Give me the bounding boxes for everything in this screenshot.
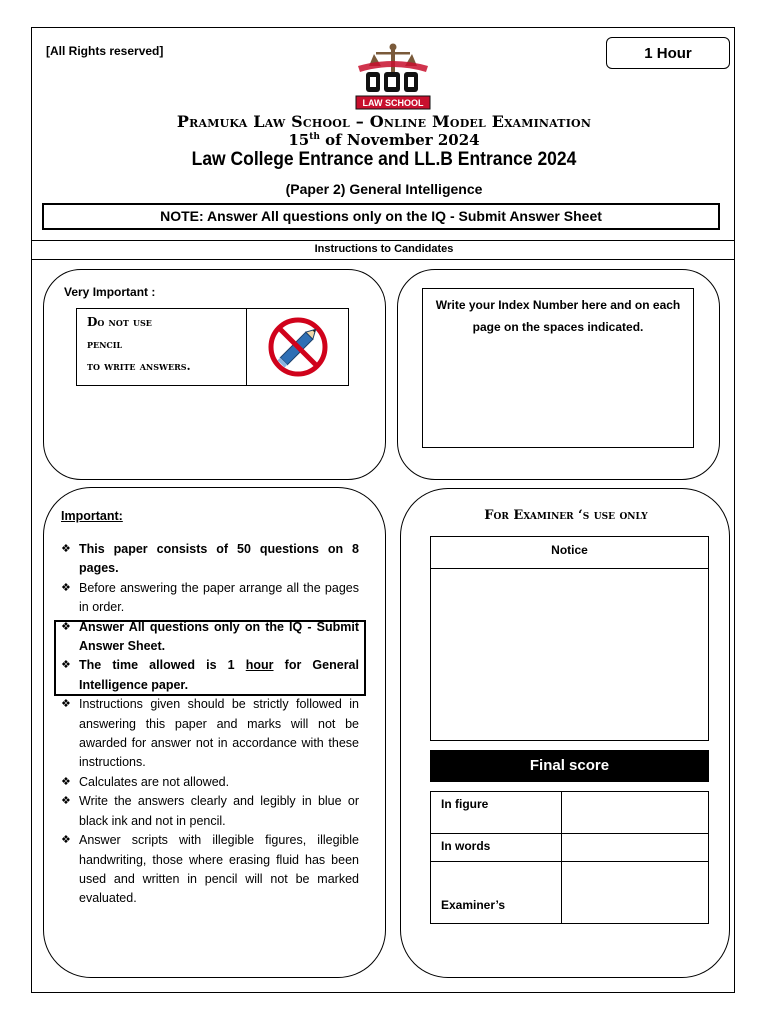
list-item: ❖ This paper consists of 50 questions on 8 pages. xyxy=(61,540,359,579)
important-heading: Important: xyxy=(61,509,123,523)
list-item: ❖ Answer scripts with illegible figures, illegible handwriting, those where erasing fluid has been used and written in pencil will not be marked evaluated. xyxy=(61,831,359,909)
list-item: ❖ Instructions given should be strictly followed in answering this paper and marks will not be awarded for answer not in accordance with these instructions. xyxy=(61,695,359,773)
notice-box xyxy=(430,536,709,741)
list-item: ❖ Answer All questions only on the IQ - Submit Answer Sheet. xyxy=(61,618,359,657)
list-item: ❖ Write the answers clearly and legibly in blue or black ink and not in pencil. xyxy=(61,792,359,831)
list-item: ❖ Before answering the paper arrange all the pages in order. xyxy=(61,579,359,618)
pencil-warning-text: Do not use pencil to write answers. xyxy=(77,309,247,385)
note-box: NOTE: Answer All questions only on the IQ - Submit Answer Sheet xyxy=(42,203,720,230)
instructions-heading: Instructions to Candidates xyxy=(314,243,454,255)
rights-notice: [All Rights reserved] xyxy=(46,44,164,58)
logo-text: LAW SCHOOL xyxy=(362,98,424,108)
instructions-list xyxy=(61,540,359,909)
paper-name: (Paper 2) General Intelligence xyxy=(285,181,483,197)
score-row: In words xyxy=(431,834,708,862)
pencil-warning-table xyxy=(76,308,349,386)
examiner-heading: For Examiner ‘s use only xyxy=(484,508,648,523)
score-row: In figure xyxy=(431,792,708,834)
school-logo xyxy=(352,42,434,110)
final-score-bar: Final score xyxy=(430,750,709,782)
school-exam-line: Pramuka Law School – Online Model Examination xyxy=(176,112,592,131)
score-table xyxy=(430,791,709,924)
notice-header: Notice xyxy=(431,537,708,569)
exam-date: 15th of November 2024 xyxy=(288,131,480,149)
list-item: ❖ The time allowed is 1 hour for General Intelligence paper. xyxy=(61,656,359,695)
list-item: ❖ Calculates are not allowed. xyxy=(61,773,359,792)
index-number-box[interactable]: Write your Index Number here and on each page on the spaces indicated. xyxy=(422,288,694,448)
exam-title: Law College Entrance and LL.B Entrance 2024 xyxy=(191,149,577,170)
score-row: Examiner’s xyxy=(431,862,708,924)
divider-top xyxy=(32,240,735,241)
very-important-label: Very Important : xyxy=(64,285,156,299)
duration-box: 1 Hour xyxy=(606,37,730,69)
divider-bottom xyxy=(32,259,735,260)
no-pencil-icon xyxy=(247,309,348,385)
